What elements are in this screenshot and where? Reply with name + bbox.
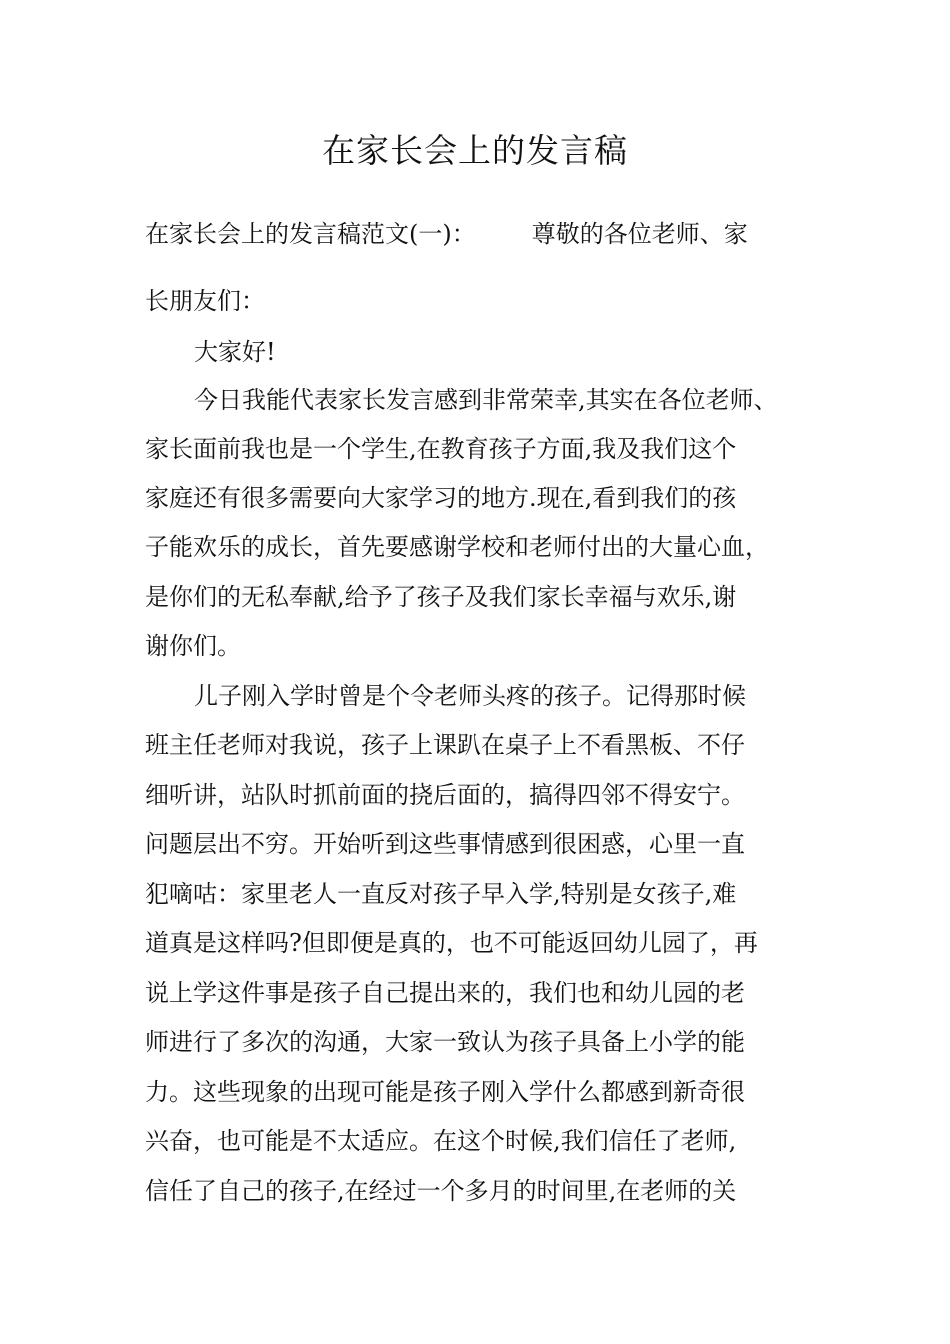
paragraph-first-line: 今日我能代表家长发言感到非常荣幸,其实在各位老师、 xyxy=(194,386,778,414)
document-title: 在家长会上的发言稿 xyxy=(322,131,628,170)
paragraph-first-line: 儿子刚入学时曾是个令老师头疼的孩子。记得那时候 xyxy=(194,682,746,710)
text-line: 犯嘀咕：家里老人一直反对孩子早入学,特别是女孩子,难 xyxy=(145,880,737,908)
greeting-line: 大家好! xyxy=(194,338,276,366)
text-line: 道真是这样吗?但即便是真的，也不可能返回幼儿园了，再 xyxy=(145,929,758,957)
text-line: 家长面前我也是一个学生,在教育孩子方面,我及我们这个 xyxy=(145,435,737,463)
text-line: 力。这些现象的出现可能是孩子刚入学什么都感到新奇很 xyxy=(145,1078,745,1106)
text-line: 是你们的无私奉献,给予了孩子及我们家长幸福与欢乐,谢 xyxy=(145,583,737,611)
text-line: 信任了自己的孩子,在经过一个多月的时间里,在老师的关 xyxy=(145,1177,737,1205)
text-line: 师进行了多次的沟通，大家一致认为孩子具备上小学的能 xyxy=(145,1028,745,1056)
salutation-heading: 在家长会上的发言稿范文(一)： xyxy=(145,220,476,248)
text-line: 说上学这件事是孩子自己提出来的，我们也和幼儿园的老 xyxy=(145,979,745,1007)
text-line: 班主任老师对我说，孩子上课趴在桌子上不看黑板、不仔 xyxy=(145,731,745,759)
text-line: 细听讲，站队时抓前面的挠后面的，搞得四邻不得安宁。 xyxy=(145,781,745,809)
text-line xyxy=(145,218,748,250)
text-line: 谢你们。 xyxy=(145,632,241,660)
salutation-text: 尊敬的各位老师、家 xyxy=(531,220,748,248)
text-line: 兴奋，也可能是不太适应。在这个时候,我们信任了老师, xyxy=(145,1127,737,1155)
text-line: 子能欢乐的成长，首先要感谢学校和老师付出的大量心血， xyxy=(145,533,769,561)
text-line: 家庭还有很多需要向大家学习的地方.现在,看到我们的孩 xyxy=(145,484,737,512)
text-line: 问题层出不穷。开始听到这些事情感到很困惑，心里一直 xyxy=(145,830,745,858)
text-line: 长朋友们： xyxy=(145,287,265,315)
